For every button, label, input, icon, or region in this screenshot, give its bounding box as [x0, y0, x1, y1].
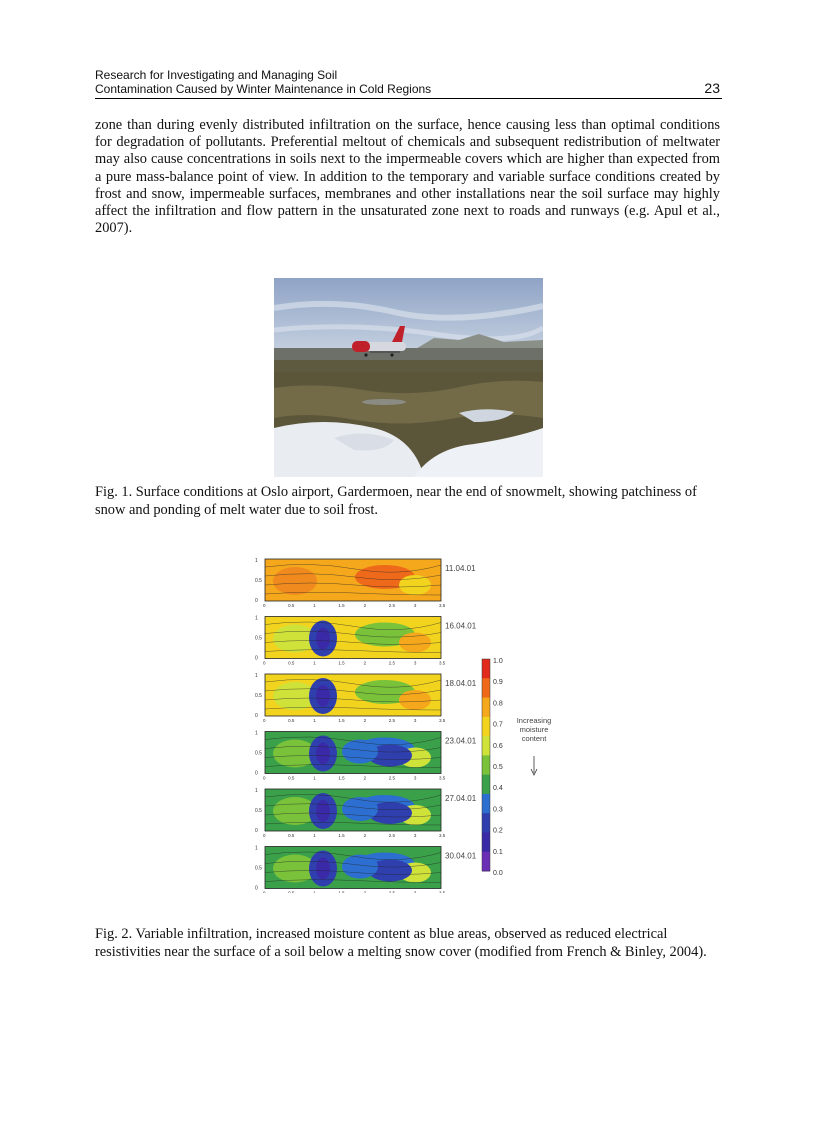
colorbar-segment — [482, 678, 490, 698]
y-tick-label: 1 — [255, 615, 258, 622]
colorbar-segment — [482, 832, 490, 852]
y-tick-label: 1 — [255, 730, 258, 737]
y-tick-label: 0 — [255, 828, 258, 834]
y-tick-label: 1 — [255, 788, 258, 794]
x-tick-label: 3.5 — [439, 775, 446, 781]
header-title-line-2: Contamination Caused by Winter Maintenance in Cold Regions — [95, 82, 432, 96]
y-tick-label: 1 — [255, 558, 258, 564]
colorbar-tick-label: 0.4 — [493, 785, 503, 793]
x-tick-label: 3.5 — [439, 660, 446, 666]
figure-2-caption: Fig. 2. Variable infiltration, increased moisture content as blue areas, observed as reduced electrical resistivities near the surface of a soil below a melting snow cover (modified from French & Binley, 2004). — [95, 926, 707, 960]
airport-photo — [274, 278, 543, 477]
x-tick-label: 0.5 — [288, 890, 295, 893]
colorbar-tick-label: 0.7 — [493, 721, 503, 729]
x-tick-label: 0 — [263, 890, 266, 893]
colorbar-segment — [482, 852, 490, 872]
colorbar-segment — [482, 794, 490, 814]
y-tick-label: 0.5 — [255, 693, 262, 699]
x-tick-label: 1.5 — [338, 718, 345, 723]
resistivity-panel — [255, 846, 477, 894]
panel-date-label: 18.04.01 — [445, 679, 477, 688]
y-tick-label: 0.5 — [255, 750, 262, 757]
panel-date-label: 11.04.01 — [445, 564, 476, 573]
x-tick-label: 2.5 — [388, 833, 395, 838]
x-tick-label: 0.5 — [288, 775, 295, 781]
resistivity-panel — [255, 673, 477, 723]
x-tick-label: 3.5 — [439, 603, 446, 608]
x-tick-label: 0 — [263, 775, 266, 781]
x-tick-label: 1.5 — [338, 890, 345, 893]
x-tick-label: 0.5 — [288, 718, 295, 723]
wet-zone-core — [316, 628, 330, 650]
colorbar-segment — [482, 736, 490, 756]
colorbar-tick-label: 0.9 — [493, 679, 503, 687]
x-tick-label: 3.5 — [439, 833, 446, 838]
x-tick-label: 1.5 — [338, 660, 345, 666]
panel-date-label: 30.04.01 — [445, 851, 477, 861]
figure-1-caption: Fig. 1. Surface conditions at Oslo airport, Gardermoen, near the end of snowmelt, showing patchiness of snow and ponding of melt water due to soil frost. — [95, 484, 697, 518]
colorbar-tick-label: 0.2 — [493, 827, 503, 835]
contour-zone — [273, 567, 317, 595]
colorbar-tick-label: 0.0 — [493, 870, 503, 877]
contour-zone — [399, 633, 431, 653]
y-tick-label: 0.5 — [255, 578, 262, 584]
y-tick-label: 1 — [255, 673, 258, 679]
x-tick-label: 2.5 — [388, 890, 395, 893]
x-tick-label: 1 — [313, 660, 316, 666]
x-tick-label: 0 — [263, 603, 266, 608]
y-tick-label: 0.5 — [255, 635, 262, 642]
colorbar-segment — [482, 775, 490, 795]
colorbar-segment — [482, 755, 490, 775]
x-tick-label: 0.5 — [288, 660, 295, 666]
x-tick-label: 2.5 — [388, 660, 395, 666]
x-tick-label: 2 — [363, 718, 367, 723]
colorbar-tick-label: 0.5 — [493, 764, 503, 771]
body-paragraph: zone than during evenly distributed infiltration on the surface, hence causing less than optimal conditions for degradation of pollutants. Preferential meltout of chemicals and subsequent redistribution of meltwater may also cause concentrations in soils next to the impermeable covers which are higher than expected from a pure mass-balance point of view. In addition to the temporary and variable surface conditions created by frost and snow, impermeable surfaces, membranes and other installations near the soil surface may highly affect the infiltration and flow pattern in the unsaturated zone next to roads and runways (e.g. Apul et al., 2007). — [95, 117, 720, 237]
y-tick-label: 0 — [255, 770, 258, 777]
x-tick-label: 1 — [313, 775, 316, 781]
legend-label-line: moisture — [519, 725, 549, 734]
panel-date-label: 27.04.01 — [445, 794, 477, 803]
x-tick-label: 1 — [313, 718, 316, 723]
y-tick-label: 0.5 — [255, 808, 262, 814]
resistivity-figure — [253, 553, 563, 893]
y-tick-label: 0 — [255, 713, 258, 719]
colorbar-segment — [482, 717, 490, 737]
panel-date-label: 16.04.01 — [445, 621, 477, 631]
panel-date-label: 23.04.01 — [445, 736, 477, 746]
x-tick-label: 1.5 — [338, 603, 345, 608]
colorbar-tick-label: 0.6 — [493, 742, 503, 750]
colorbar-tick-label: 0.3 — [493, 806, 503, 814]
contour-zone — [399, 690, 431, 710]
header-title-line-1: Research for Investigating and Managing Soil — [95, 68, 338, 82]
resistivity-panel — [255, 731, 477, 781]
colorbar-tick-label: 0.1 — [493, 848, 503, 856]
colorbar-tick-label: 1.0 — [493, 658, 503, 665]
wet-zone-core — [316, 858, 330, 880]
x-tick-label: 3.5 — [439, 890, 446, 893]
x-tick-label: 3 — [413, 603, 417, 608]
contour-zone — [399, 575, 431, 595]
legend-label-line: Increasing — [516, 716, 552, 725]
x-tick-label: 0 — [263, 718, 266, 723]
resistivity-panel — [255, 616, 477, 666]
wet-zone-core — [316, 743, 330, 765]
x-tick-label: 0.5 — [288, 603, 295, 608]
x-tick-label: 3 — [413, 660, 417, 666]
colorbar-segment — [482, 698, 490, 718]
x-tick-label: 0.5 — [288, 833, 295, 838]
legend-label-line: content — [521, 734, 547, 743]
x-tick-label: 2 — [363, 890, 367, 893]
resistivity-panel — [255, 788, 477, 838]
x-tick-label: 0 — [263, 660, 266, 666]
x-tick-label: 3 — [413, 890, 417, 893]
resistivity-panel — [255, 558, 476, 608]
y-tick-label: 0 — [255, 598, 258, 604]
running-header — [95, 68, 722, 99]
x-tick-label: 1 — [313, 890, 316, 893]
colorbar-segment — [482, 659, 490, 679]
wet-zone-core — [316, 800, 330, 822]
x-tick-label: 3 — [413, 775, 417, 781]
y-tick-label: 0 — [255, 885, 258, 892]
x-tick-label: 2 — [363, 775, 367, 781]
x-tick-label: 2 — [363, 833, 367, 838]
x-tick-label: 3 — [413, 718, 417, 723]
x-tick-label: 3.5 — [439, 718, 446, 723]
colorbar-segment — [482, 813, 490, 833]
y-tick-label: 1 — [255, 845, 258, 852]
x-tick-label: 2 — [363, 660, 367, 666]
y-tick-label: 0.5 — [255, 865, 262, 872]
x-tick-label: 2.5 — [388, 718, 395, 723]
page-number: 23 — [704, 80, 720, 96]
x-tick-label: 1.5 — [338, 833, 345, 838]
x-tick-label: 0 — [263, 833, 266, 838]
x-tick-label: 2.5 — [388, 603, 395, 608]
wet-zone-core — [316, 685, 330, 707]
y-tick-label: 0 — [255, 655, 258, 662]
x-tick-label: 2 — [363, 603, 367, 608]
x-tick-label: 1 — [313, 603, 316, 608]
x-tick-label: 1.5 — [338, 775, 345, 781]
x-tick-label: 1 — [313, 833, 316, 838]
x-tick-label: 3 — [413, 833, 417, 838]
x-tick-label: 2.5 — [388, 775, 395, 781]
colorbar-tick-label: 0.8 — [493, 700, 503, 708]
